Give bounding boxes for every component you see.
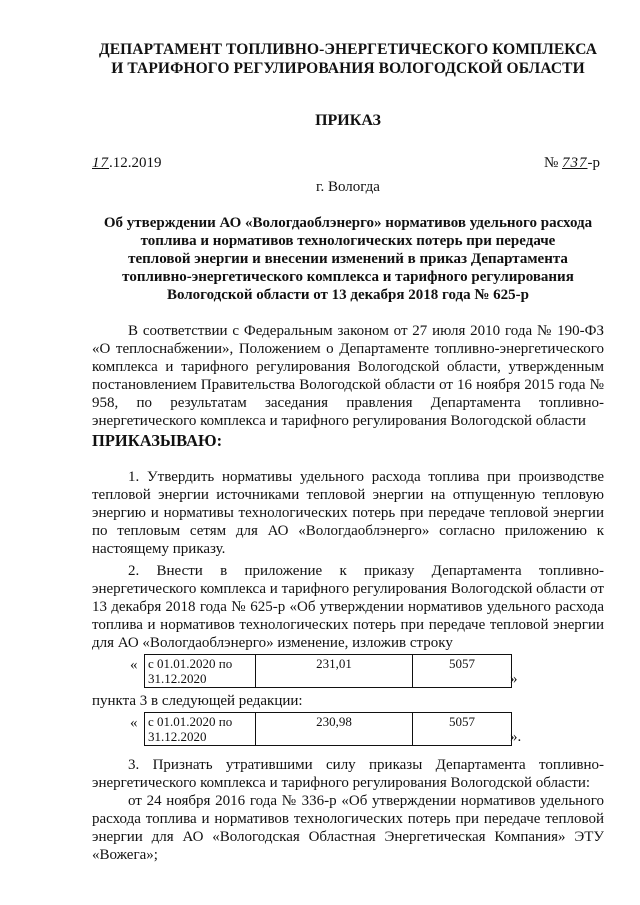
period-line: 31.12.2020 — [148, 729, 207, 744]
close-quote: » — [510, 671, 518, 687]
number-suffix: -р — [587, 155, 600, 171]
document-number — [544, 154, 600, 172]
subject-line: топлива и нормативов технологических потерь при передаче — [140, 233, 556, 249]
org-name-line2: И ТАРИФНОГО РЕГУЛИРОВАНИЯ ВОЛОГОДСКОЙ ОБЛАСТИ — [111, 60, 585, 77]
item-3-sub: от 24 ноября 2016 года № 336-р «Об утверждении нормативов удельного расхода топлива и нормативов технологических потерь при передаче тепловой энергии для АО «Вологодская Областная Энергетическая Компания» ЭТУ «Вожега»; — [92, 793, 604, 863]
date-number-row — [92, 154, 604, 174]
new-values-table — [144, 712, 512, 746]
subject-line: Об утверждении АО «Вологдаоблэнерго» нормативов удельного расхода — [103, 215, 593, 231]
intro-paragraph: В соответствии с Федеральным законом от 27 июля 2010 года № 190-ФЗ «О теплоснабжении», Положением о Департаменте топливно-энергетического комплекса и тарифного регулирования Вологодской области, утвержденным постановлением Правительства Вологодской области от 16 ноября 2015 года № 958, по результатам заседания правления Департамента топливно-энергетического комплекса и тарифного регулирования Вологодской области — [92, 323, 604, 429]
date-rest: .12.2019 — [109, 155, 162, 171]
number-prefix: № — [543, 155, 562, 171]
old-values-table — [144, 654, 512, 688]
period-cell — [145, 713, 256, 746]
open-quote: « — [130, 715, 138, 731]
open-quote: « — [130, 657, 138, 673]
value-cell: 5057 — [413, 713, 512, 746]
date-day-handwritten: 17 — [92, 155, 109, 171]
close-quote: ». — [510, 729, 522, 745]
period-cell — [145, 655, 256, 688]
item-3: 3. Признать утратившими силу приказы Департамента топливно-энергетического комплекса и тарифного регулирования Вологодской области: — [92, 757, 604, 791]
org-name-line1: ДЕПАРТАМЕНТ ТОПЛИВНО-ЭНЕРГЕТИЧЕСКОГО КОМПЛЕКСА — [98, 41, 598, 58]
period-line: с 01.01.2020 по — [148, 714, 233, 729]
document-subject — [92, 214, 604, 304]
city: г. Вологда — [316, 179, 380, 195]
table-row — [145, 655, 512, 688]
punkt-text: пункта 3 в следующей редакции: — [92, 693, 303, 709]
old-row-block — [92, 654, 604, 690]
value-cell: 230,98 — [256, 713, 413, 746]
subject-line: тепловой энергии и внесении изменений в приказ Департамента — [128, 251, 568, 267]
org-name — [92, 40, 604, 78]
subject-line: Вологодской области от 13 декабря 2018 года № 625-р — [166, 287, 530, 303]
document-date — [92, 154, 162, 172]
value-cell: 231,01 — [256, 655, 413, 688]
period-line: с 01.01.2020 по — [148, 656, 233, 671]
number-handwritten: 737 — [562, 155, 588, 171]
new-row-block — [92, 712, 604, 748]
table-row — [145, 713, 512, 746]
subject-line: топливно-энергетического комплекса и тарифного регулирования — [122, 269, 574, 285]
item-2: 2. Внести в приложение к приказу Департамента топливно-энергетического комплекса и тарифного регулирования Вологодской области от 13 декабря 2018 года № 625-р «Об утверждении нормативов удельного расхода топлива и нормативов технологических потерь при передаче тепловой энергии для АО «Вологдаоблэнерго» изменение, изложив строку — [92, 563, 604, 651]
period-line: 31.12.2020 — [148, 671, 207, 686]
value-cell: 5057 — [413, 655, 512, 688]
item-1: 1. Утвердить нормативы удельного расхода топлива при производстве тепловой энергии источниками тепловой энергии на отпущенную тепловую энергию и нормативы технологических потерь при передаче тепловой энергии по тепловым сетям для АО «Вологдаоблэнерго» согласно приложению к настоящему приказу. — [92, 469, 604, 557]
order-word: ПРИКАЗЫВАЮ: — [92, 431, 223, 450]
document-type: ПРИКАЗ — [315, 112, 381, 129]
